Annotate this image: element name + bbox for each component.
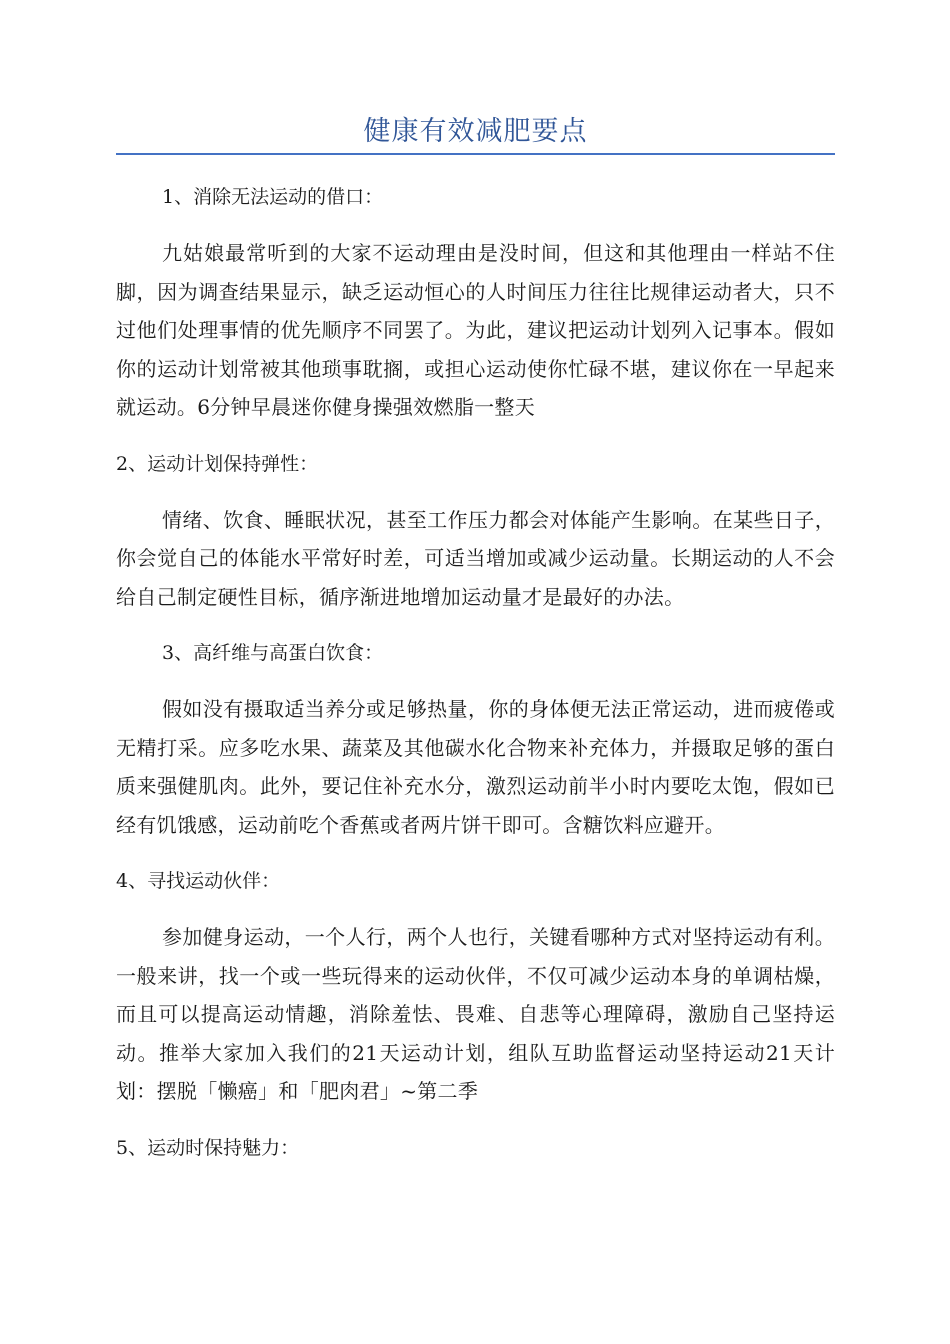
title-underline bbox=[116, 153, 835, 155]
document-title: 健康有效减肥要点 bbox=[363, 116, 588, 147]
section-3-body: 假如没有摄取适当养分或足够热量，你的身体便无法正常运动，进而疲倦或无精打采。应多吃水果、蔬菜及其他碳水化合物来补充体力，并摄取足够的蛋白质来强健肌肉。此外，要记住补充水分，激烈运动前半小时内要吃太饱，假如已经有饥饿感，运动前吃个香蕉或者两片饼干即可。含糖饮料应避开。 bbox=[116, 697, 835, 837]
section-1-heading: 1、消除无法运动的借口： bbox=[162, 186, 384, 208]
document-body bbox=[116, 178, 835, 1185]
section-4-heading: 4、寻找运动伙伴： bbox=[116, 870, 281, 892]
section-4-body: 参加健身运动，一个人行，两个人也行，关键看哪种方式对坚持运动有利。一般来讲，找一个或一些玩得来的运动伙伴，不仅可减少运动本身的单调枯燥，而且可以提高运动情趣，消除羞怯、畏难、自悲等心理障碍，激励自己坚持运动。推举大家加入我们的21天运动计划，组队互助监督运动坚持运动21天计划：摆脱「懒癌」和「肥肉君」~第二季 bbox=[116, 925, 835, 1103]
section-3-heading: 3、高纤维与高蛋白饮食： bbox=[162, 642, 384, 664]
section-2-body: 情绪、饮食、睡眠状况，甚至工作压力都会对体能产生影响。在某些日子，你会觉自己的体能水平常好时差，可适当增加或减少运动量。长期运动的人不会给自己制定硬性目标，循序渐进地增加运动量才是最好的办法。 bbox=[116, 507, 835, 609]
section-5-heading: 5、运动时保持魅力： bbox=[116, 1136, 300, 1159]
section-1-body: 九姑娘最常听到的大家不运动理由是没时间，但这和其他理由一样站不住脚，因为调查结果显示，缺乏运动恒心的人时间压力往往比规律运动者大，只不过他们处理事情的优先顺序不同罢了。为此，建议把运动计划列入记事本。假如你的运动计划常被其他琐事耽搁，或担心运动使你忙碌不堪，建议你在一早起来就运动。6分钟早晨迷你健身操强效燃脂一整天 bbox=[116, 241, 835, 419]
section-2-heading: 2、运动计划保持弹性： bbox=[116, 452, 319, 475]
